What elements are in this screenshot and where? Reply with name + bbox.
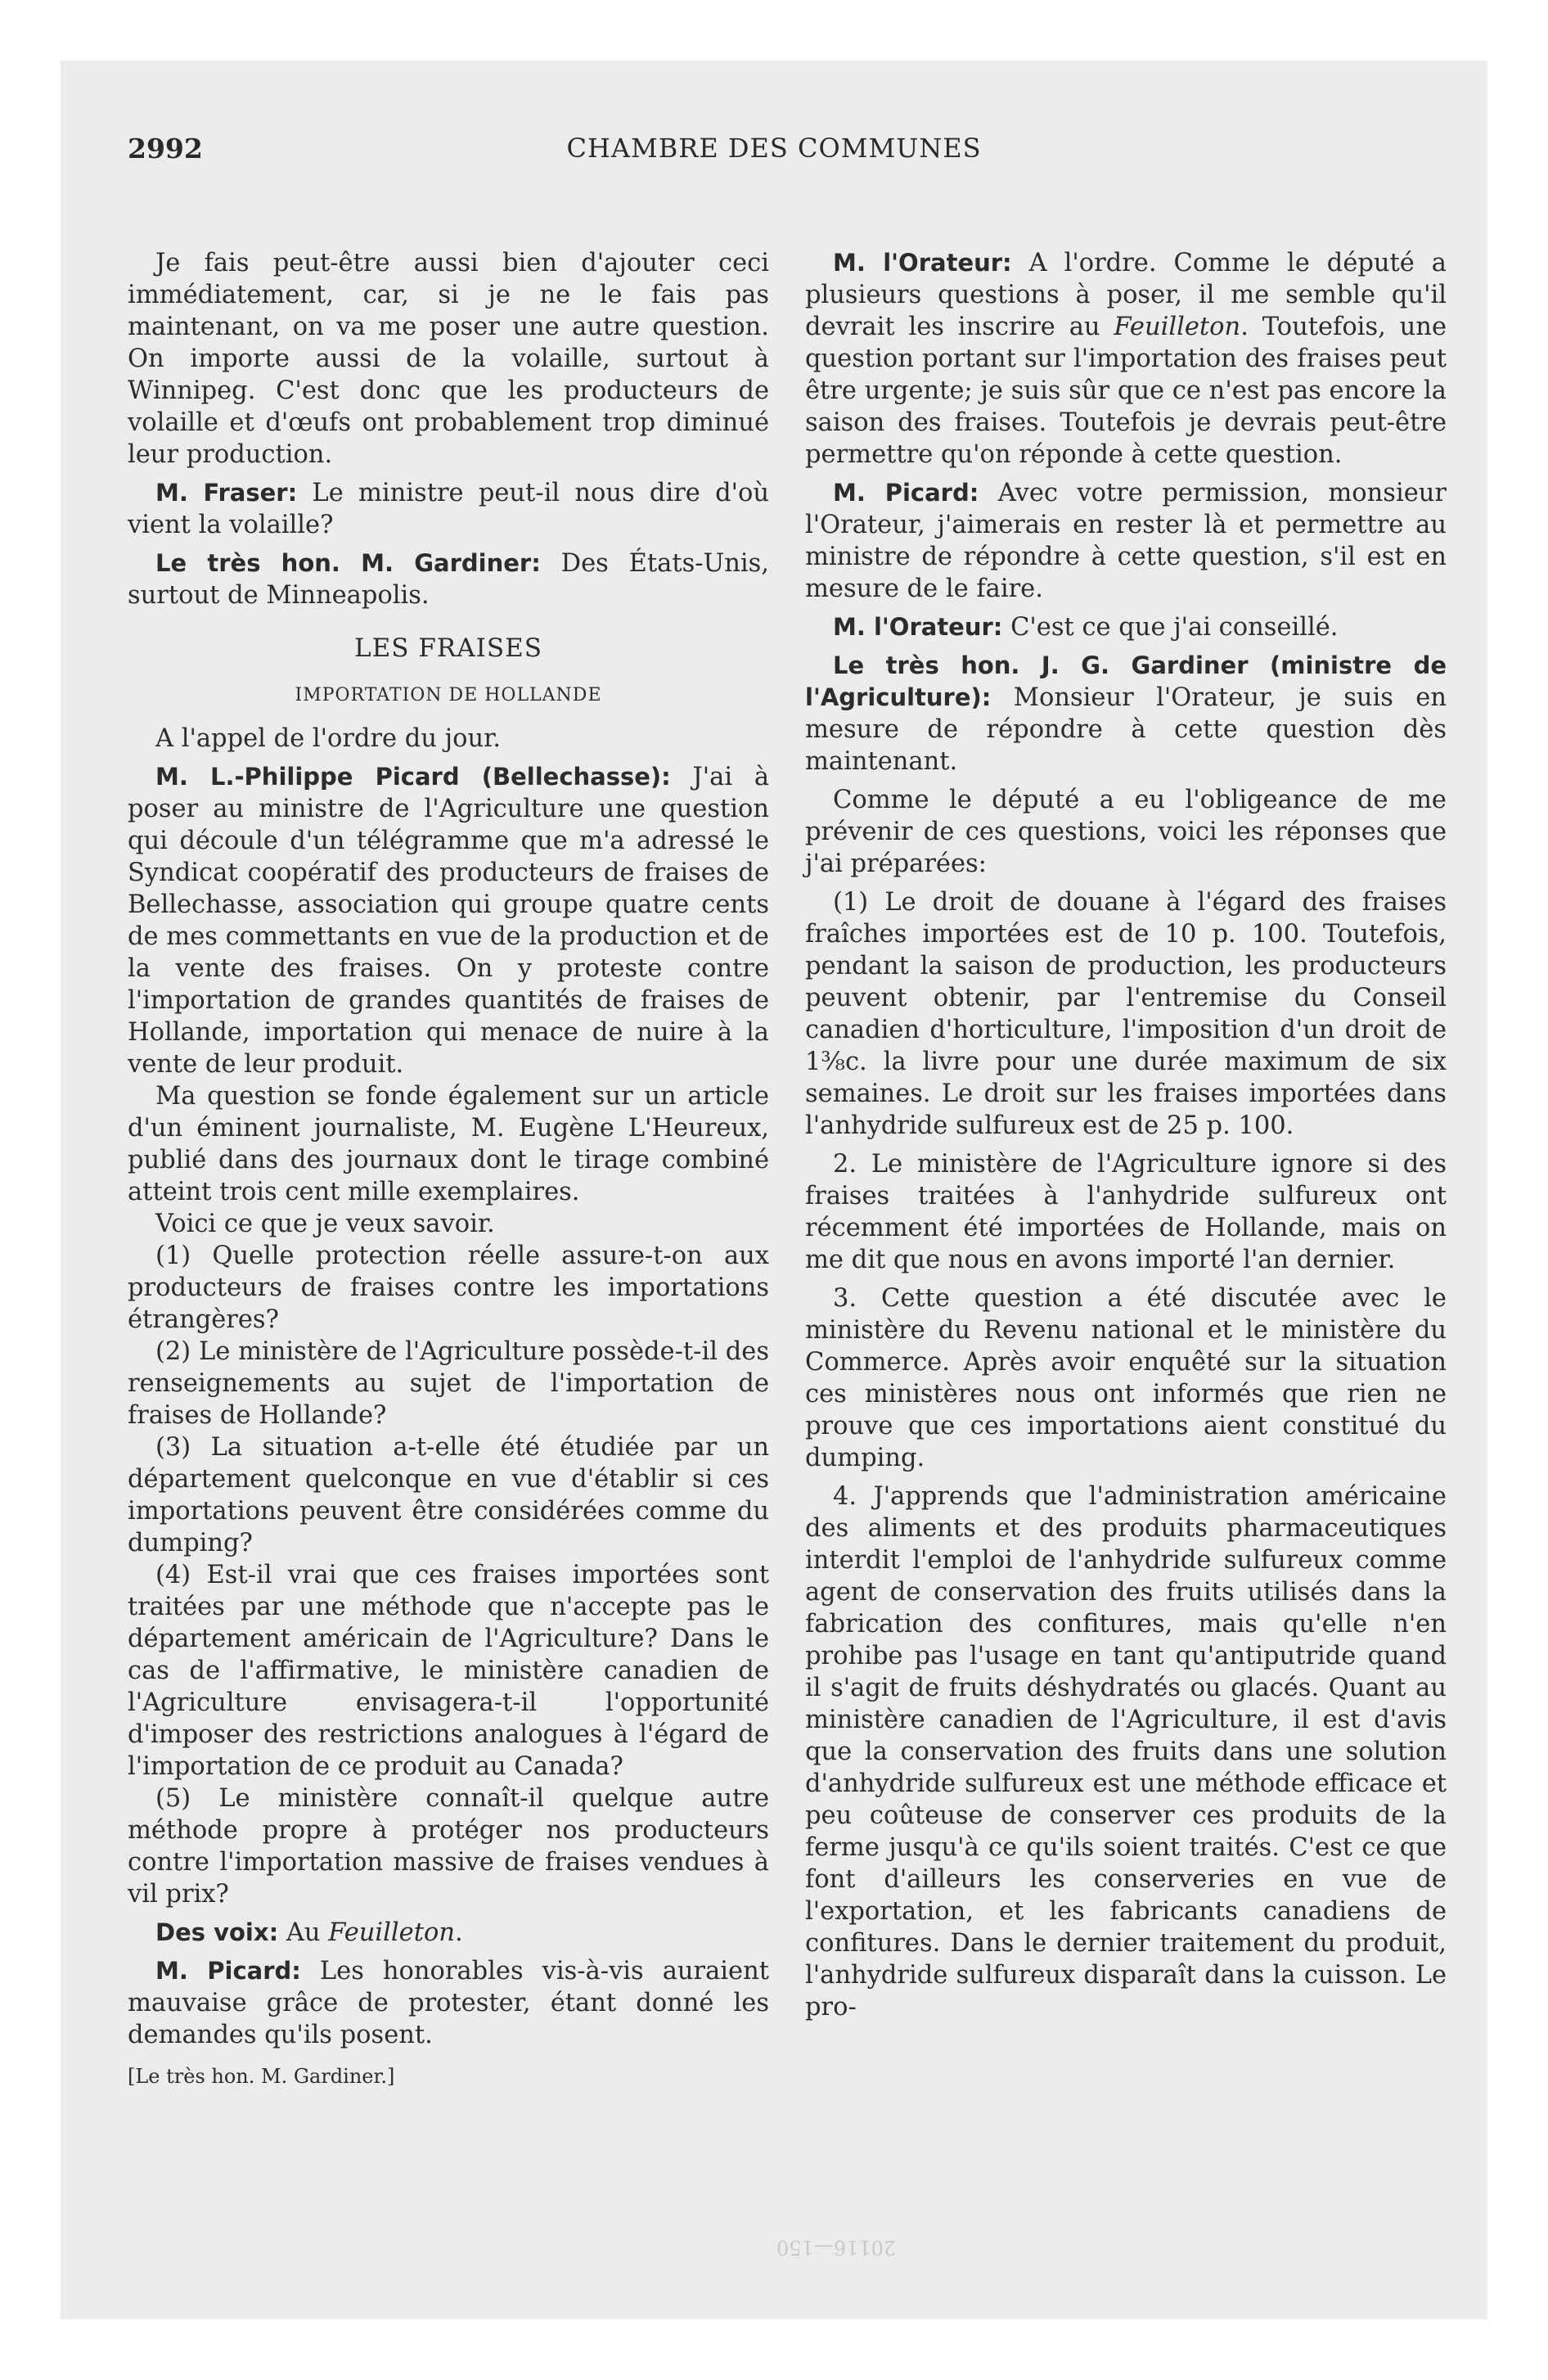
speech-text: Monsieur l'Orateur, je suis en mesure de répondre à cette question dès maintenant. [805, 683, 1447, 776]
speech [805, 611, 1447, 643]
page-number: 2992 [128, 133, 203, 165]
speech-text: Au [278, 1918, 329, 1947]
paragraph: Ma question se fonde également sur un article d'un éminent journaliste, M. Eugène L'Heureux, publié dans des journaux dont le tirage combiné atteint trois cent mille exemplaires. [128, 1082, 769, 1206]
page-header [128, 133, 1420, 174]
speaker: M. L.-Philippe Picard (Bellechasse): [155, 763, 671, 791]
question-item: (3) La situation a-t-elle été étudiée par un département quelconque en vue d'établir si ces importations peuvent être considérées comme du dumping? [128, 1433, 769, 1557]
right-column [805, 247, 1447, 2030]
speech [805, 650, 1447, 778]
question-item: (2) Le ministère de l'Agriculture possède-t-il des renseignements au sujet de l'importation de fraises de Hollande? [128, 1337, 769, 1430]
speech-text: Avec votre permission, monsieur l'Orateur, j'aimerais en rester là et permettre au ministre de répondre à cette question, s'il est en mesure de le faire. [805, 479, 1447, 603]
speech-text: C'est ce que j'ai conseillé. [1002, 613, 1339, 642]
paragraph: A l'appel de l'ordre du jour. [155, 724, 502, 753]
running-title: CHAMBRE DES COMMUNES [566, 133, 982, 164]
question-item: (1) Quelle protection réelle assure-t-on aux producteurs de fraises contre les importations étrangères? [128, 1242, 769, 1334]
speaker: Le très hon. J. G. Gardiner (ministre de l'Agriculture): [805, 651, 1447, 711]
speaker: M. l'Orateur: [833, 249, 1012, 277]
answer-item: 3. Cette question a été discutée avec le ministère du Revenu national et le ministère du Commerce. Après avoir enquêté sur la situation ces ministères nous ont informés que rien ne prouve que ces importations aient constitué du dumping. [805, 1284, 1447, 1472]
section-heading: LES FRAISES [354, 633, 542, 663]
speech-text: J'ai à poser au ministre de l'Agriculture une question qui découle d'un télégramme que m'a adressé le Syndicat coopératif des producteurs de fraises de Bellechasse, association qui groupe quatre cents de mes commettants en vue de la production et de la vente des fraises. On y proteste contre l'importation de grandes quantités de fraises de Hollande, importation qui menace de nuire à la vente de leur produit. [128, 763, 769, 1079]
speaker: Le très hon. M. Gardiner: [155, 549, 541, 577]
speech [805, 247, 1447, 471]
speech [128, 1917, 769, 1949]
paragraph: Je fais peut-être aussi bien d'ajouter ceci immédiatement, car, si je ne le fais pas maintenant, on va me poser une autre question. On importe aussi de la volaille, surtout à Winnipeg. C'est donc que les producteurs de volaille et d'œufs ont probablement trop diminué leur production. [128, 249, 769, 469]
speech [128, 761, 769, 1080]
speech-text: . Toutefois, une question portant sur l'importation des fraises peut être urgente; je suis sûr que ce n'est pas encore la saison des fraises. Toutefois je devrais peut-être permettre qu'on réponde à cette question. [805, 313, 1447, 469]
speech [128, 1955, 769, 2051]
question-item: (5) Le ministère connaît-il quelque autre méthode propre à protéger nos producteurs contre l'importation massive de fraises vendues à vil prix? [128, 1784, 769, 1909]
speaker: M. Fraser: [155, 479, 298, 507]
question-item: (4) Est-il vrai que ces fraises importées sont traitées par une méthode que n'accepte pas le département américain de l'Agriculture? Dans le cas de l'affirmative, le ministère canadien de l'Agriculture envisagera-t-il l'opportunité d'imposer des restrictions analogues à l'égard de l'importation de ce produit au Canada? [128, 1561, 769, 1781]
speech-text: Les honorables vis-à-vis auraient mauvaise grâce de protester, étant donné les demandes qu'ils posent. [128, 1957, 770, 2049]
italic-text: Feuilleton [328, 1918, 455, 1947]
speech [128, 548, 769, 611]
answer-item: 4. J'apprends que l'administration américaine des aliments et des produits pharmaceutiques interdit l'emploi de l'anhydride sulfureux comme agent de conservation des fruits utilisés dans la fabrication des confitures, mais qu'elle n'en prohibe pas l'usage en tant qu'antiputride quand il s'agit de fruits déshydratés ou glacés. Quant au ministère canadien de l'Agriculture, il est d'avis que la conservation des fruits dans une solution d'anhydride sulfureux est une méthode efficace et peu coûteuse de conserver ces produits de la ferme jusqu'à ce qu'ils soient traités. C'est ce que font d'ailleurs les conserveries en vue de l'exportation, et les fabricants canadiens de confitures. Dans le dernier traitement du produit, l'anhydride sulfureux disparaît dans la cuisson. Le pro- [805, 1482, 1447, 2022]
answer-item: 2. Le ministère de l'Agriculture ignore si des fraises traitées à l'anhydride sulfureux ont récemment été importées de Hollande, mais on me dit que nous en avons importé l'an dernier. [805, 1150, 1447, 1274]
speaker: M. Picard: [833, 479, 979, 507]
left-column [128, 247, 769, 2099]
answer-item: (1) Le droit de douane à l'égard des fraises fraîches importées est de 10 p. 100. Toutefois, pendant la saison de production, les producteurs peuvent obtenir, par l'entremise du Conseil canadien d'horticulture, l'imposition d'un droit de 1⅜c. la livre pour une durée maximum de six semaines. Le droit sur les fraises importées dans l'anhydride sulfureux est de 25 p. 100. [805, 888, 1447, 1140]
bleedthrough-text: 20116—150 [776, 2236, 897, 2259]
speaker: M. Picard: [155, 1957, 301, 1985]
paragraph: Voici ce que je veux savoir. [155, 1210, 495, 1238]
speech-text: . [455, 1918, 463, 1947]
column-footer: [Le très hon. M. Gardiner.] [128, 2065, 395, 2088]
speech [805, 477, 1447, 605]
speech-text: Le ministre peut-il nous dire d'où vient la volaille? [128, 479, 769, 539]
italic-text: Feuilleton [1114, 313, 1241, 341]
speech-text: Des États-Unis, surtout de Minneapolis. [128, 549, 769, 610]
scanned-page [61, 61, 1487, 2319]
paragraph: Comme le député a eu l'obligeance de me prévenir de ces questions, voici les réponses que j'ai préparées: [805, 786, 1447, 878]
speech [128, 477, 769, 541]
section-subheading: IMPORTATION DE HOLLANDE [295, 685, 602, 705]
speaker: M. l'Orateur: [833, 613, 1003, 641]
speaker: Des voix: [155, 1918, 279, 1946]
speech-text: A l'ordre. Comme le député a plusieurs questions à poser, il me semble qu'il devrait les inscrire au [805, 249, 1447, 341]
